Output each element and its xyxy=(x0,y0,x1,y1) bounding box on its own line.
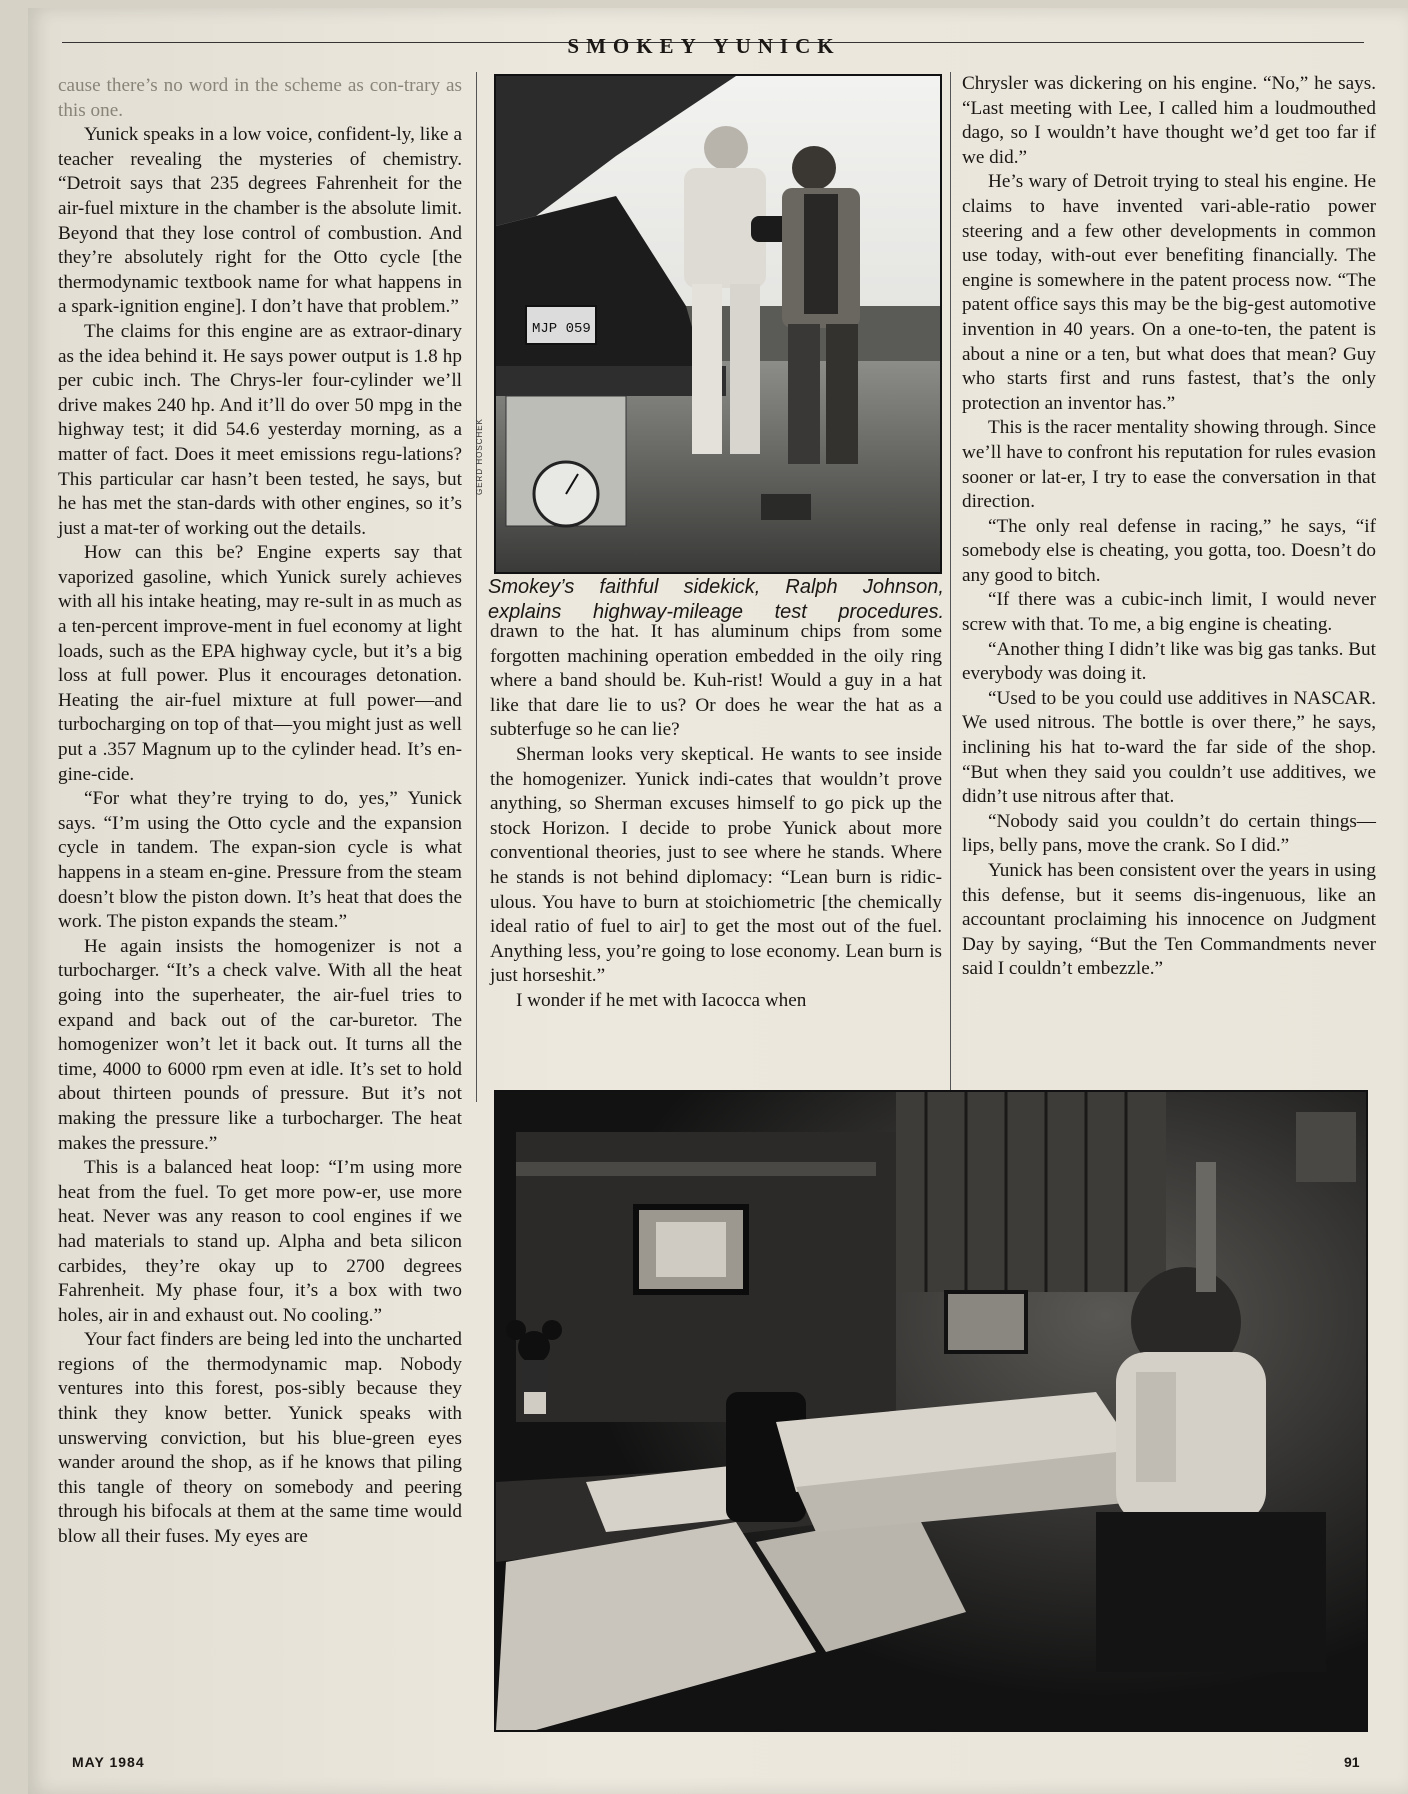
paragraph: How can this be? Engine experts say that vaporized gasoline, which Yunick surely achieves with all his intake heating, may re-sult in as much as a ten-percent improve-ment in fuel economy at light loads, such as the EPA highway cycle, but it’s a big loss at full power. Plus it encourages detonation. Heating the air-fuel mixture at full power—and turbocharging on top of that—you might just as well put a .357 Magnum up to the cylinder head. It’s en-gine-cide. xyxy=(58,542,462,785)
running-head: SMOKEY YUNICK xyxy=(567,34,841,58)
folio-page-number: 91 xyxy=(1344,1754,1360,1770)
photo-office-image xyxy=(496,1092,1366,1730)
paragraph: Chrysler was dickering on his engine. “No,” he says. “Last meeting with Lee, I called him a loudmouthed dago, so I wouldn’t have thought we’d get too far if we did.” xyxy=(962,73,1376,168)
photo-office xyxy=(494,1090,1368,1732)
article-column-1 xyxy=(58,74,462,1714)
paragraph: Sherman looks very skeptical. He wants to see inside the homogenizer. Yunick indi-cates that wouldn’t prove anything, so Sherman excuses himself to go pick up the stock Horizon. I decide to probe Yunick about more conventional theories, just to see where he stands. Where he stands is not behind diplomacy: “Lean burn is ridic-ulous. You have to burn at stoichiometric [the chemically ideal ratio of fuel to air] to get the most out of the fuel. Anything less, you’re going to lose economy. Lean burn is just horseshit.” xyxy=(490,743,942,987)
column-rule xyxy=(476,72,477,1102)
paragraph: I wonder if he met with Iacocca when xyxy=(516,989,807,1011)
paragraph: “For what they’re trying to do, yes,” Yunick says. “I’m using the Otto cycle and the expansion cycle in tandem. The expan-sion cycle is what happens in a steam en-gine. Pressure from the steam doesn’t blow the piston down. It’s heat that does the work. The piston expands the steam.” xyxy=(58,788,462,933)
paragraph: Yunick has been consistent over the years in using this defense, but it seems dis-ingenuous, like an accountant proclaiming his innocence on Judgment Day by saying, “But the Ten Commandments never said I couldn’t embezzle.” xyxy=(962,860,1376,980)
paragraph: “Nobody said you couldn’t do certain things—lips, belly pans, move the crank. So I did.” xyxy=(962,810,1376,857)
column-rule xyxy=(950,72,951,1102)
paragraph: He again insists the homogenizer is not a turbocharger. “It’s a check valve. With all the heat going into the superheater, the air-fuel tries to expand and back out of the car-buretor. The homogenizer won’t let it back out. It turns all the time, 4000 to 6000 rpm even at idle. It’s set to hold about thirteen pounds of pressure. But it’s not making the pressure like a turbocharger. The heat makes the pressure.” xyxy=(58,935,462,1154)
paragraph: cause there’s no word in the scheme as con-trary as this one. xyxy=(58,75,462,121)
paragraph: “The only real defense in racing,” he says, “if somebody else is cheating, you gotta, too. Doesn’t do any good to bitch. xyxy=(962,515,1376,586)
paragraph: This is the racer mentality showing through. Since we’ll have to confront his reputation for rules evasion sooner or lat-er, I try to ease the conversation in that direction. xyxy=(962,417,1376,513)
folio-date: MAY 1984 xyxy=(72,1754,145,1770)
paragraph: This is a balanced heat loop: “I’m using more heat from the fuel. To get more pow-er, use more heat. Never was any reason to cool engines if we had materials to stand up. Alpha and beta silicon carbides, they’re okay up to 2700 degrees Fahrenheit. My phase four, it’s a box with two holes, air in and exhaust out. No cooling.” xyxy=(58,1157,462,1326)
photo-car-test xyxy=(494,74,942,574)
license-plate-text: MJP 059 xyxy=(532,321,591,337)
paragraph: “Another thing I didn’t like was big gas tanks. But everybody was doing it. xyxy=(962,638,1376,685)
paragraph: The claims for this engine are as extraor-dinary as the idea behind it. He says power output is 1.8 hp per cubic inch. The Chrys-ler four-cylinder we’ll drive makes 240 hp. And it’ll do over 50 mpg in the highway test; it did 54.6 yesterday morning, as a matter of fact. Does it meet emissions regu-lations? This particular car hasn’t been tested, he says, but he has met the stan-dards with other engines, so it’s just a mat-ter of working out the details. xyxy=(58,320,462,539)
paragraph: Yunick speaks in a low voice, confident-ly, like a teacher revealing the mysteries of chemistry. “Detroit says that 235 degrees Fahrenheit for the air-fuel mixture in the chamber is the absolute limit. Beyond that they lose control of combustion. And they’re absolutely right for the Otto cycle [the thermodynamic textbook name for what happens in a spark-ignition engine]. I don’t have that problem.” xyxy=(58,124,462,318)
paragraph: “Used to be you could use additives in NASCAR. We used nitrous. The bottle is over there,” he says, inclining his hat to-ward the far side of the shop. “But when they said you couldn’t use additives, we didn’t use nitrous after that. xyxy=(962,687,1376,808)
paragraph: drawn to the hat. It has aluminum chips from some forgotten machining operation embedded in the oily ring where a band should be. Kuh-rist! Would a guy in a hat like that dare lie to us? Or does he wear the hat as a subterfuge so he can lie? xyxy=(490,621,942,741)
paragraph: “If there was a cubic-inch limit, I would never screw with that. To me, a big engine is cheating. xyxy=(962,589,1376,636)
photo-car-test-image xyxy=(496,76,940,572)
article-column-3 xyxy=(962,72,1376,1092)
photo-caption: Smokey’s faithful sidekick, Ralph Johnson, explains highway-mileage test procedures. xyxy=(488,576,944,623)
article-column-2 xyxy=(490,620,942,1100)
paragraph: He’s wary of Detroit trying to steal his engine. He claims to have invented vari-able-ratio power steering and a few other developments in common use today, with-out ever benefiting financially. The engine is somewhere in the patent process now. “The patent office says this may be the big-gest automotive invention in 40 years. On a one-to-ten, the patent is about a nine or a ten, but what does that mean? Guy who starts first and runs fastest, that’s the only protection an inventor has.” xyxy=(962,171,1376,414)
paragraph: Your fact finders are being led into the uncharted regions of the thermodynamic map. Nobody ventures into this forest, pos-sibly because they think they know better. Yunick speaks with unswerving conviction, but his blue-green eyes wander around the shop, as if he knows that piling this tangle of theory on somebody and peering through his bifocals at them at the same time would blow all their fuses. My eyes are xyxy=(58,1329,462,1548)
photo-credit: GERD HOSCHEK xyxy=(475,418,484,495)
